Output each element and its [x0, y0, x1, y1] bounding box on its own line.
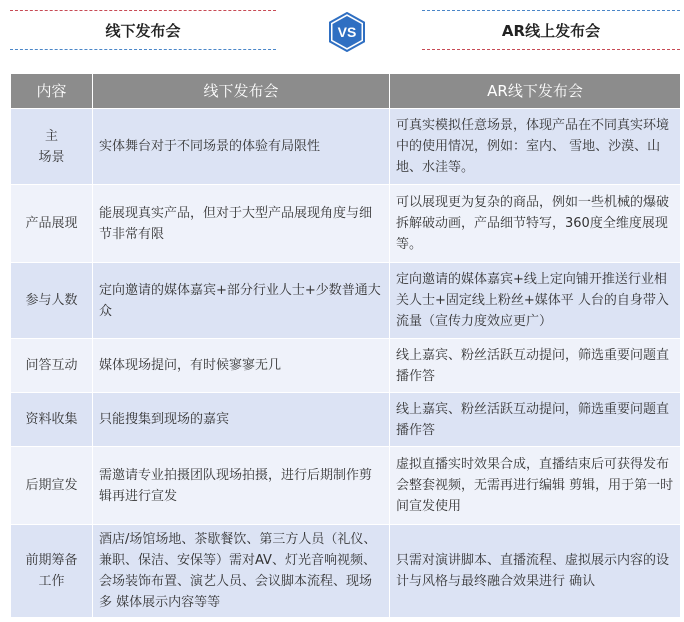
offline-cell: 需邀请专业拍摄团队现场拍摄，进行后期制作剪辑再进行宣发 — [93, 447, 390, 525]
row-label: 前期筹备工作 — [11, 525, 93, 618]
ar-cell: 定向邀请的媒体嘉宾+线上定向铺开推送行业相关人士+固定线上粉丝+媒体平 人台的自身带入流量（宣传力度效应更广） — [390, 263, 681, 339]
comparison-table — [10, 73, 681, 618]
row-label: 产品展现 — [11, 185, 93, 263]
divider — [10, 49, 276, 50]
offline-title-banner — [10, 8, 276, 52]
row-label: 资料收集 — [11, 393, 93, 447]
divider — [422, 10, 680, 11]
table-header-row — [11, 74, 681, 109]
ar-cell: 虚拟直播实时效果合成，直播结束后可获得发布会整套视频，无需再进行编辑 剪辑，用于第一时间宣发使用 — [390, 447, 681, 525]
vs-label: VS — [337, 24, 357, 40]
row-label: 后期宣发 — [11, 447, 93, 525]
ar-title-banner — [422, 8, 680, 52]
table-row — [11, 525, 681, 618]
table-row — [11, 263, 681, 339]
ar-cell: 可以展现更为复杂的商品，例如一些机械的爆破拆解破动画，产品细节特写，360度全维度展现等。 — [390, 185, 681, 263]
row-label: 问答互动 — [11, 339, 93, 393]
ar-cell: 线上嘉宾、粉丝活跃互动提问，筛选重要问题直播作答 — [390, 393, 681, 447]
table-row — [11, 109, 681, 185]
table-row — [11, 447, 681, 525]
row-label: 主 场景 — [11, 109, 93, 185]
offline-cell: 实体舞台对于不同场景的体验有局限性 — [93, 109, 390, 185]
ar-cell: 只需对演讲脚本、直播流程、虚拟展示内容的设计与风格与最终融合效果进行 确认 — [390, 525, 681, 618]
offline-title: 线下发布会 — [105, 21, 181, 40]
column-header: 线下发布会 — [93, 74, 390, 109]
ar-cell: 线上嘉宾、粉丝活跃互动提问，筛选重要问题直播作答 — [390, 339, 681, 393]
divider — [10, 10, 276, 11]
offline-cell: 定向邀请的媒体嘉宾+部分行业人士+少数普通大众 — [93, 263, 390, 339]
column-header: 内容 — [11, 74, 93, 109]
table-row — [11, 339, 681, 393]
ar-cell: 可真实模拟任意场景，体现产品在不同真实环境中的使用情况，例如：室内、 雪地、沙漠、山地、水洼等。 — [390, 109, 681, 185]
column-header: AR线下发布会 — [390, 74, 681, 109]
offline-cell: 媒体现场提问，有时候寥寥无几 — [93, 339, 390, 393]
ar-title: AR线上发布会 — [501, 21, 601, 40]
offline-cell: 只能搜集到现场的嘉宾 — [93, 393, 390, 447]
offline-cell: 酒店/场馆场地、茶歇餐饮、第三方人员（礼仪、兼职、保洁、安保等）需对AV、灯光音响视频、会场装饰布置、演艺人员、会议脚本流程、现场多 媒体展示内容等等 — [93, 525, 390, 618]
divider — [422, 49, 680, 50]
offline-cell: 能展现真实产品，但对于大型产品展现角度与细节非常有限 — [93, 185, 390, 263]
table-row — [11, 393, 681, 447]
table-row — [11, 185, 681, 263]
vs-badge — [327, 12, 367, 52]
row-label: 参与人数 — [11, 263, 93, 339]
